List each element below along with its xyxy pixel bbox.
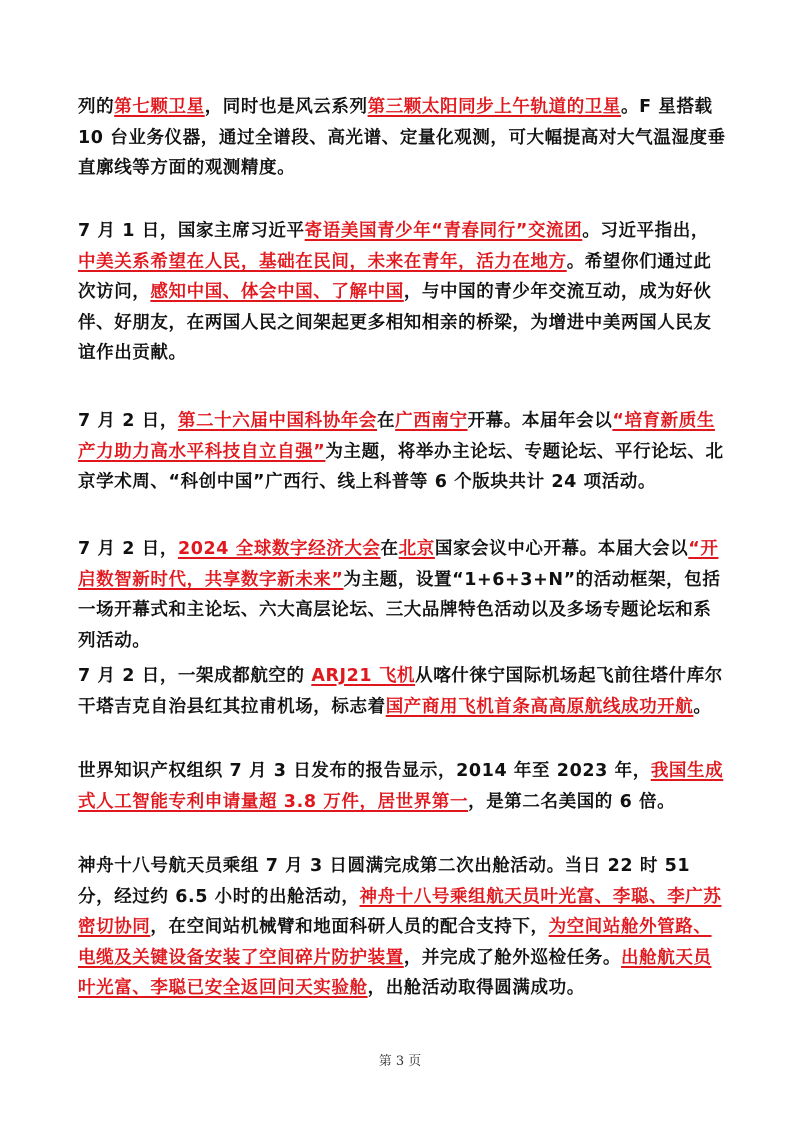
text-segment: ，在空间站机械臂和地面科研人员的配合支持下，	[150, 917, 549, 937]
highlight-segment: 国产商用飞机首条高高原航线成功开航	[385, 696, 694, 717]
page-number: 第 3 页	[378, 1054, 422, 1069]
paragraph-shenzhou-eva	[78, 851, 726, 1004]
highlight-segment: 神舟十八号乘组航天员叶光富、李聪、李广苏密切协同	[78, 886, 722, 937]
text-segment: 国家会议中心开幕。本届大会以	[434, 539, 689, 559]
highlight-segment: 2024 全球数字经济大会	[177, 539, 381, 559]
text-segment: 。习近平指出，	[582, 221, 709, 241]
paragraph-cast-annual-meeting	[78, 406, 726, 498]
text-segment: 在	[380, 539, 399, 559]
paragraph-youth-exchange	[78, 216, 726, 369]
paragraph-arj21-flight	[78, 661, 726, 722]
text-segment: 世界知识产权组织 7 月 3 日发布的报告显示，2014 年至 2023 年，	[78, 761, 651, 781]
highlight-segment: 中美关系希望在人民，基础在民间，未来在青年，活力在地方	[78, 251, 567, 272]
highlight-segment: “开启数智新时代，共享数字新未来”	[78, 539, 719, 590]
highlight-segment: 出舱航天员叶光富、李聪已安全返回问天实验舱	[78, 947, 712, 998]
highlight-segment: 北京	[398, 539, 435, 559]
text-segment: 为主题，设置“1+6+3+N”的活动框架，包括一场开幕式和主论坛、六大高层论坛、三大品牌特色活动以及多场专题论坛和系列活动。	[78, 569, 721, 651]
highlight-segment: 第七颗卫星	[114, 97, 205, 117]
paragraph-ai-patents	[78, 756, 726, 817]
text-segment: 在	[377, 411, 396, 431]
text-segment: ，是第二名美国的 6 倍。	[468, 791, 676, 812]
highlight-segment: 第三颗太阳同步上午轨道的卫星	[367, 97, 622, 117]
text-segment: ，并完成了舱外巡检任务。	[403, 947, 622, 968]
highlight-segment: 感知中国、体会中国、了解中国	[150, 282, 404, 302]
text-segment: 7 月 2 日，	[78, 539, 178, 559]
text-segment: 7 月 2 日，一架成都航空的	[78, 666, 312, 686]
paragraph-digital-economy-conference	[78, 534, 726, 656]
text-segment: 7 月 2 日，	[78, 411, 178, 431]
text-segment: 7 月 1 日，国家主席习近平	[78, 221, 305, 241]
highlight-segment: 我国生成式人工智能专利申请量超 3.8 万件，居世界第一	[78, 761, 724, 812]
text-segment: ，出舱活动取得圆满成功。	[367, 978, 585, 998]
highlight-segment: ARJ21 飞机	[311, 666, 416, 686]
text-segment: 。希望你们通过此次访问，	[78, 251, 712, 302]
text-segment: 开幕。本届年会以	[467, 411, 613, 431]
text-segment: ，同时也是风云系列	[204, 97, 368, 117]
highlight-segment: 广西南宁	[395, 411, 468, 431]
highlight-segment: 第二十六届中国科协年会	[177, 411, 378, 431]
text-segment: 列的	[78, 97, 115, 117]
text-segment: ，与中国的青少年交流互动，成为好伙伴、好朋友，在两国人民之间架起更多相知相亲的桥梁，为增进中美两国人民友谊作出贡献。	[78, 282, 712, 363]
highlight-segment: 为空间站舱外管路、电缆及关键设备安装了空间碎片防护装置	[78, 917, 712, 968]
text-segment: 。F 星搭载 10 台业务仪器，通过全谱段、高光谱、定量化观测，可大幅提高对大气温湿度垂直廓线等方面的观测精度。	[78, 97, 726, 178]
text-segment: 为主题，将举办主论坛、专题论坛、平行论坛、北京学术周、“科创中国”广西行、线上科普等 6 个版块共计 24 项活动。	[78, 441, 724, 492]
highlight-segment: 寄语美国青少年“青春同行”交流团	[304, 221, 583, 241]
text-segment: 神舟十八号航天员乘组 7 月 3 日圆满完成第二次出舱活动。当日 22 时 51 分，经过约 6.5 小时的出舱活动，	[78, 856, 691, 907]
highlight-segment: “培育新质生产力助力高水平科技自立自强”	[78, 411, 715, 462]
paragraph-fengyun-satellite	[78, 92, 726, 184]
text-segment: 。	[693, 696, 712, 717]
text-segment: 从喀什徕宁国际机场起飞前往塔什库尔干塔吉克自治县红其拉甫机场，标志着	[78, 666, 723, 717]
